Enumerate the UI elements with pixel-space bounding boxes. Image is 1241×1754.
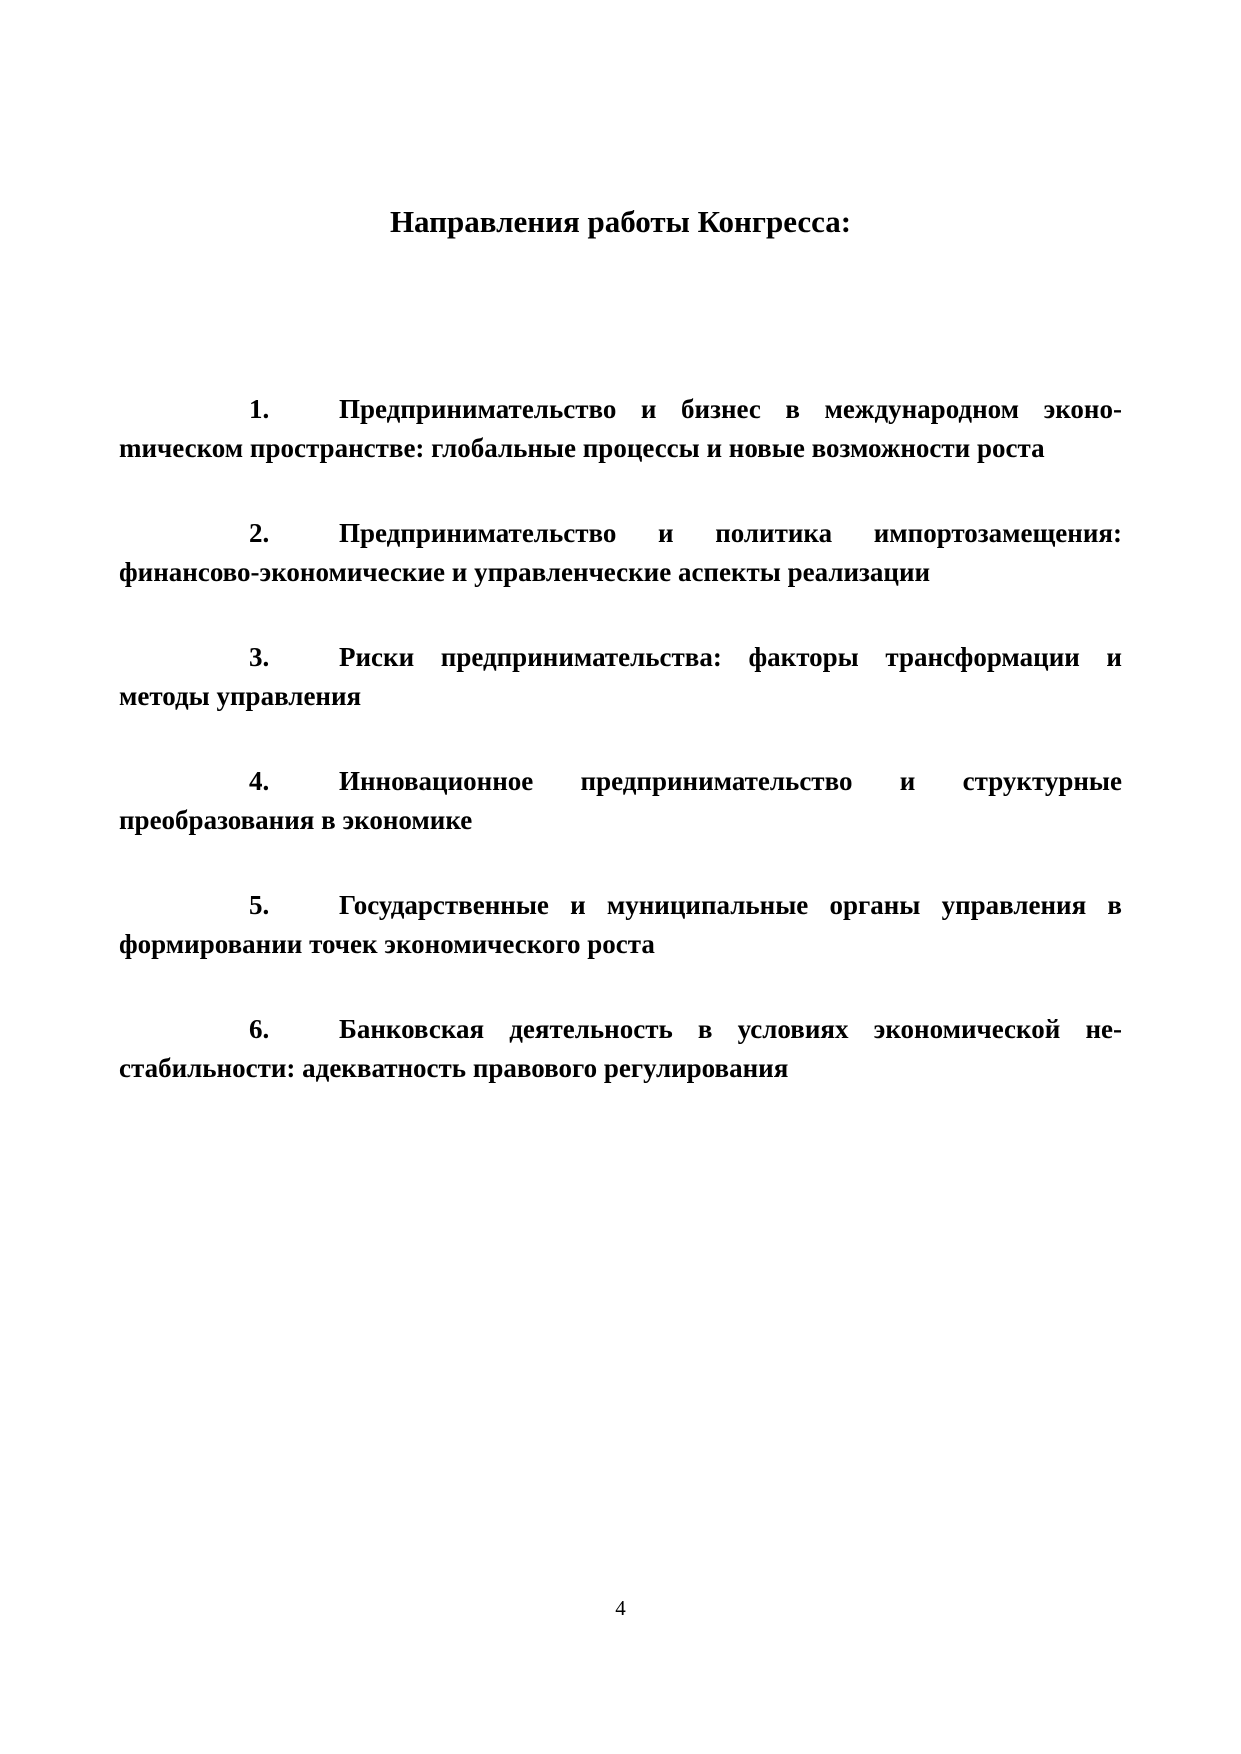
direction-number: 3. xyxy=(249,642,270,672)
page-number: 4 xyxy=(615,1596,626,1620)
direction-item-2 xyxy=(119,514,1122,592)
direction-number: 5. xyxy=(249,890,270,920)
direction-item-1 xyxy=(119,390,1122,468)
direction-number: 4. xyxy=(249,766,270,796)
direction-number: 2. xyxy=(249,518,270,548)
direction-number: 6. xyxy=(249,1014,270,1044)
direction-text: Банковская деятельность в условиях экономической нестабильности: адекватность правового регулирования xyxy=(119,1014,1122,1083)
direction-item-4 xyxy=(119,762,1122,840)
direction-text: Риски предпринимательства: факторы трансформации и методы управления xyxy=(119,642,1122,711)
direction-number: 1. xyxy=(249,394,270,424)
page-title: Направления работы Конгресса: xyxy=(389,204,852,239)
direction-item-5 xyxy=(119,886,1122,964)
direction-text: Предпринимательство и бизнес в международном эконоmическом пространстве: глобальные процессы и новые возможности роста xyxy=(119,394,1122,463)
direction-item-3 xyxy=(119,638,1122,716)
direction-item-6 xyxy=(119,1010,1122,1088)
direction-text: Государственные и муниципальные органы управления в формировании точек экономического роста xyxy=(119,890,1122,959)
direction-text: Инновационное предпринимательство и структурные преобразования в экономике xyxy=(119,766,1122,835)
direction-text: Предпринимательство и политика импортозамещения: финансово-экономические и управленческие аспекты реализации xyxy=(119,518,1122,587)
directions-list xyxy=(119,390,1122,1134)
